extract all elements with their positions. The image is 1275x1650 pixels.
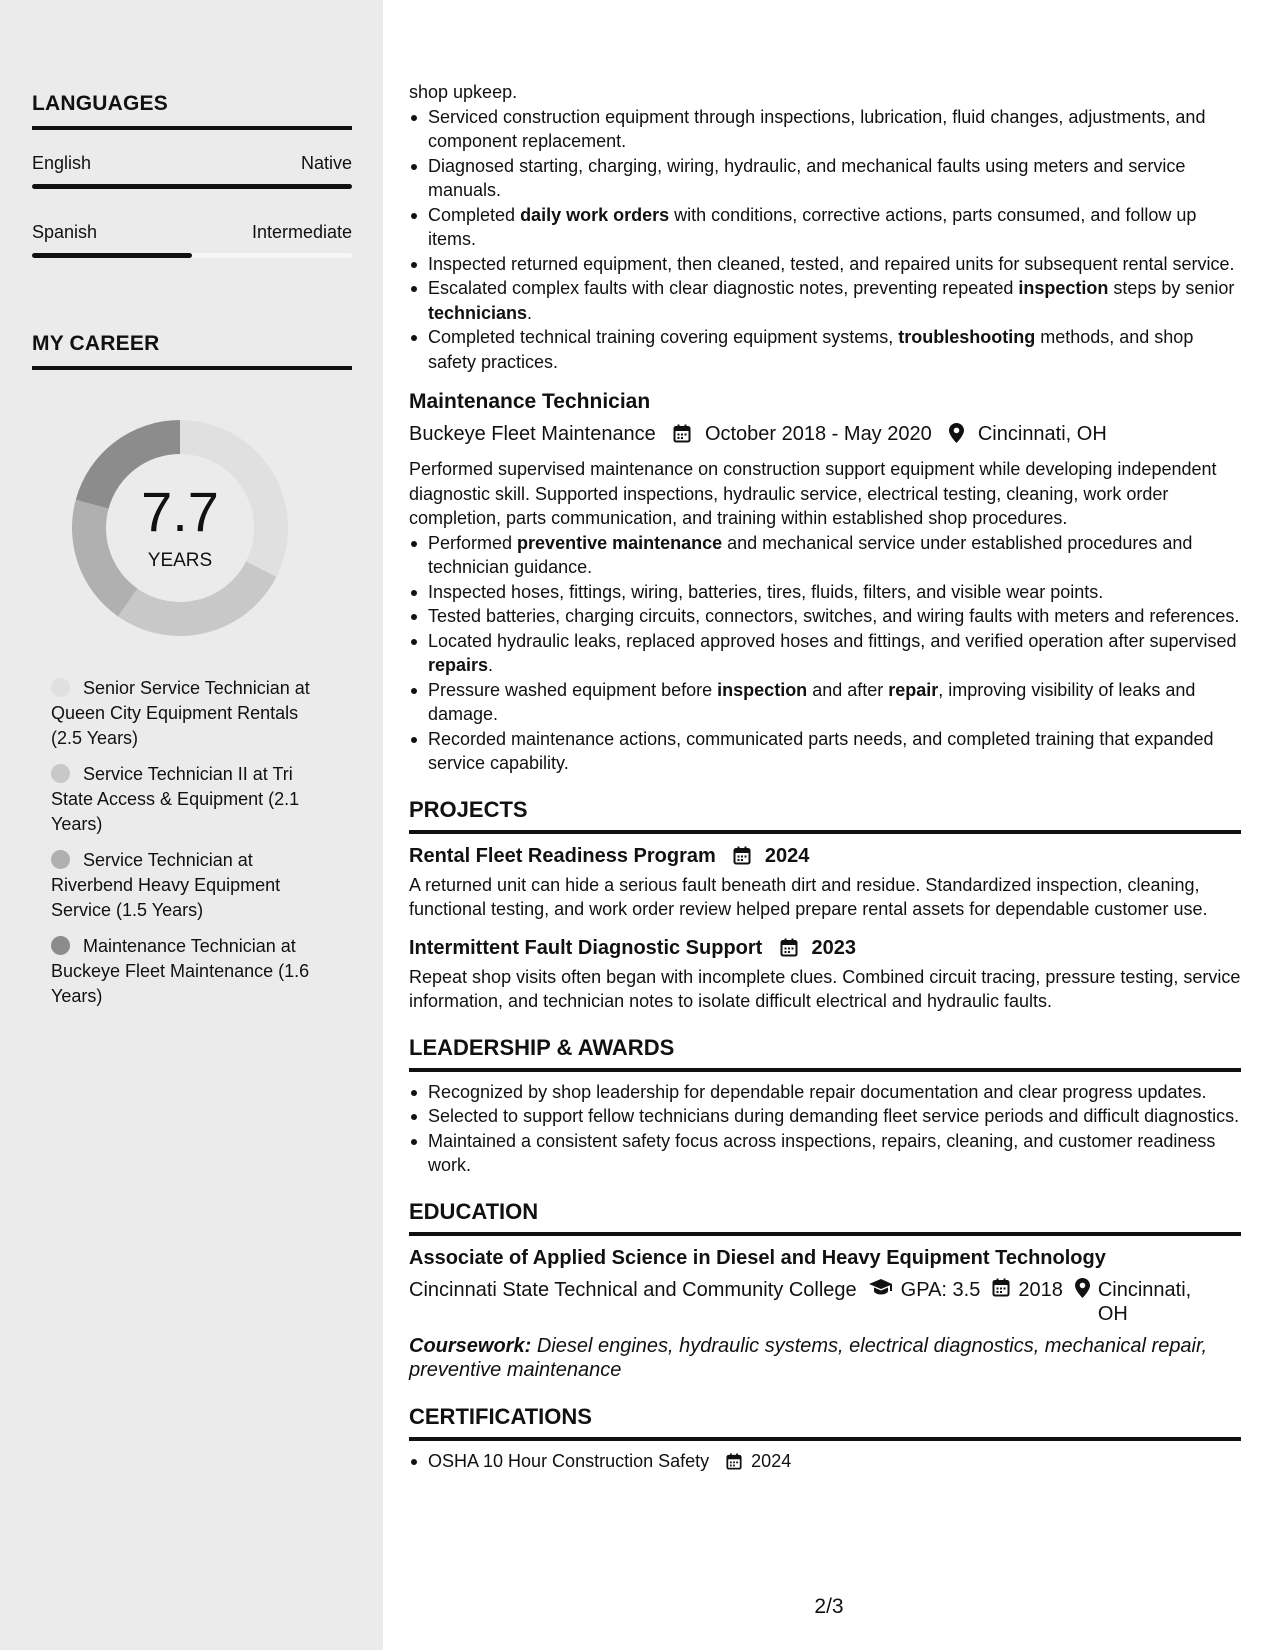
career-legend-text: Senior Service Technician at Queen City Equipment Rentals (2.5 Years) bbox=[51, 678, 310, 748]
calendar-icon bbox=[992, 1278, 1010, 1326]
bullet-item: Pressure washed equipment before inspection and after repair, improving visibility of leaks and damage. bbox=[409, 678, 1241, 727]
languages-heading: LANGUAGES bbox=[32, 92, 168, 115]
legend-dot bbox=[51, 678, 70, 697]
bullet-item: Tested batteries, charging circuits, connectors, switches, and wiring faults with meters and references. bbox=[409, 604, 1241, 629]
project-year: 2023 bbox=[811, 936, 856, 959]
leadership-heading: LEADERSHIP & AWARDS bbox=[409, 1034, 675, 1060]
project-description: Repeat shop visits often began with incomplete clues. Combined circuit tracing, pressure testing, service information, and technician notes to isolate difficult electrical and hydraulic faults. bbox=[409, 966, 1241, 1011]
career-legend-text: Service Technician at Riverbend Heavy Equipment Service (1.5 Years) bbox=[51, 850, 281, 920]
career-legend-item bbox=[51, 848, 326, 923]
language-bar-fill bbox=[32, 253, 192, 258]
bullet-item: Serviced construction equipment through inspections, lubrication, fluid changes, adjustments, and component replacement. bbox=[409, 105, 1241, 154]
legend-dot bbox=[51, 764, 70, 783]
education-year: 2018 bbox=[1018, 1278, 1063, 1301]
language-name: Spanish bbox=[32, 222, 98, 242]
resume-body bbox=[409, 80, 1241, 1476]
graduation-cap-icon bbox=[869, 1278, 893, 1326]
bullet-item: Completed daily work orders with conditions, corrective actions, parts consumed, and follow up items. bbox=[409, 203, 1241, 252]
language-bar bbox=[32, 253, 352, 258]
job-company: Buckeye Fleet Maintenance bbox=[409, 423, 656, 445]
bullet-item: Escalated complex faults with clear diagnostic notes, preventing repeated inspection steps by senior technicians. bbox=[409, 276, 1241, 325]
certifications-list bbox=[409, 1449, 1241, 1477]
language-bar-fill bbox=[32, 184, 352, 189]
education-meta bbox=[409, 1278, 1241, 1326]
career-total-years: 7.7 bbox=[141, 480, 219, 543]
job-title: Maintenance Technician bbox=[409, 390, 651, 413]
bullet-item: Performed preventive maintenance and mechanical service under established procedures and technician guidance. bbox=[409, 531, 1241, 580]
bullet-item: Located hydraulic leaks, replaced approved hoses and fittings, and verified operation after supervised repairs. bbox=[409, 629, 1241, 678]
career-total-unit: YEARS bbox=[147, 550, 213, 571]
job-dates: October 2018 - May 2020 bbox=[704, 423, 932, 445]
bullet-item: Completed technical training covering equipment systems, troubleshooting methods, and shop safety practices. bbox=[409, 325, 1241, 374]
certification-item bbox=[409, 1449, 1241, 1477]
calendar-icon bbox=[726, 1452, 742, 1477]
sidebar bbox=[0, 0, 383, 1650]
languages-rule bbox=[32, 126, 352, 130]
job-meta bbox=[409, 420, 1241, 451]
project-title-row bbox=[409, 934, 1241, 965]
certification-name: OSHA 10 Hour Construction Safety bbox=[428, 1450, 710, 1471]
career-legend-item bbox=[51, 762, 326, 837]
project-year: 2024 bbox=[764, 844, 810, 867]
bullet-item: Recognized by shop leadership for dependable repair documentation and clear progress updates. bbox=[409, 1080, 1241, 1105]
education-coursework bbox=[409, 1334, 1241, 1383]
calendar-icon bbox=[673, 423, 691, 451]
education-heading: EDUCATION bbox=[409, 1198, 539, 1224]
education-rule bbox=[409, 1232, 1241, 1236]
coursework-text: Diesel engines, hydraulic systems, electrical diagnostics, mechanical repair, preventive maintenance bbox=[409, 1334, 1208, 1381]
leadership-rule bbox=[409, 1068, 1241, 1072]
leadership-list bbox=[409, 1080, 1241, 1178]
certification-year: 2024 bbox=[751, 1450, 792, 1471]
job-summary: Performed supervised maintenance on construction support equipment while developing independent diagnostic skill. Supported inspections, hydraulic service, electrical testing, cleaning, work order completion, parts communication, and training within established shop procedures. bbox=[409, 459, 1217, 528]
education-location: Cincinnati, OH bbox=[1097, 1278, 1192, 1325]
project-description: A returned unit can hide a serious fault beneath dirt and residue. Standardized inspection, cleaning, functional testing, and work order review helped prepare rental assets for dependable customer use. bbox=[409, 874, 1208, 919]
job-location: Cincinnati, OH bbox=[977, 423, 1107, 445]
bullet-item: Recorded maintenance actions, communicated parts needs, and completed training that expanded service capability. bbox=[409, 727, 1241, 776]
bullet-item: Inspected returned equipment, then cleaned, tested, and repaired units for subsequent rental service. bbox=[409, 252, 1241, 277]
projects-heading: PROJECTS bbox=[409, 796, 528, 822]
language-level: Native bbox=[300, 153, 352, 173]
certifications-heading: CERTIFICATIONS bbox=[409, 1403, 592, 1429]
career-legend-item bbox=[51, 934, 326, 1009]
bullet-item: Maintained a consistent safety focus across inspections, repairs, cleaning, and customer readiness work. bbox=[409, 1129, 1241, 1178]
language-name: English bbox=[32, 153, 92, 173]
project-title: Rental Fleet Readiness Program bbox=[409, 844, 716, 867]
calendar-icon bbox=[733, 845, 751, 873]
project-title: Intermittent Fault Diagnostic Support bbox=[409, 936, 763, 959]
career-legend-item bbox=[51, 676, 326, 751]
career-rule bbox=[32, 366, 352, 370]
continued-text: shop upkeep. bbox=[409, 82, 518, 102]
certifications-rule bbox=[409, 1437, 1241, 1441]
language-level: Intermediate bbox=[251, 222, 352, 242]
bullet-item: Inspected hoses, fittings, wiring, batteries, tires, fluids, filters, and visible wear points. bbox=[409, 580, 1241, 605]
career-heading: MY CAREER bbox=[32, 332, 160, 355]
legend-dot bbox=[51, 850, 70, 869]
map-pin-icon bbox=[1075, 1278, 1090, 1326]
page-number: 2/3 bbox=[814, 1595, 844, 1618]
project-title-row bbox=[409, 842, 1241, 873]
legend-dot bbox=[51, 936, 70, 955]
education-degree: Associate of Applied Science in Diesel and Heavy Equipment Technology bbox=[409, 1246, 1106, 1269]
continued-bullet-list bbox=[409, 105, 1241, 375]
education-gpa: GPA: 3.5 bbox=[900, 1278, 981, 1301]
job-bullet-list bbox=[409, 531, 1241, 776]
language-bar bbox=[32, 184, 352, 189]
projects-rule bbox=[409, 830, 1241, 834]
calendar-icon bbox=[780, 937, 798, 965]
career-legend-text: Maintenance Technician at Buckeye Fleet Maintenance (1.6 Years) bbox=[51, 936, 310, 1006]
career-legend-text: Service Technician II at Tri State Access & Equipment (2.1 Years) bbox=[51, 764, 300, 834]
coursework-label: Coursework: bbox=[409, 1334, 532, 1357]
bullet-item: Selected to support fellow technicians during demanding fleet service periods and difficult diagnostics. bbox=[409, 1104, 1241, 1129]
donut-segment bbox=[118, 561, 276, 636]
bullet-item: Diagnosed starting, charging, wiring, hydraulic, and mechanical faults using meters and service manuals. bbox=[409, 154, 1241, 203]
map-pin-icon bbox=[949, 423, 964, 451]
education-school: Cincinnati State Technical and Community College bbox=[409, 1278, 857, 1301]
